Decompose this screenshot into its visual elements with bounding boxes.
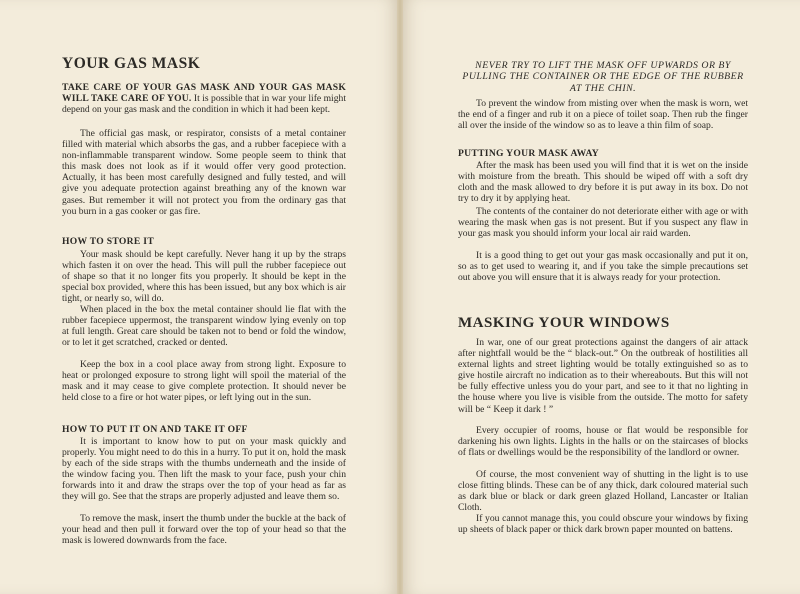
store-paragraph-3: Keep the box in a cool place away from strong light. Exposure to heat or prolonged exposure to strong light will spoil the material of the mask and it may cease to give complete protection. It should never be held close to a fire or hot water pipes, or left lying out in the sun. <box>62 359 346 404</box>
warning-notice: NEVER TRY TO LIFT THE MASK OFF UPWARDS OR BY PULLING THE CONTAINER OR THE EDGE OF THE RUBBER AT THE CHIN. <box>462 60 744 94</box>
intro-lead: TAKE CARE OF YOUR GAS MASK AND YOUR GAS MASK WILL TAKE CARE OF YOU. <box>62 82 346 105</box>
misting-paragraph: To prevent the window from misting over when the mask is worn, wet the end of a finger and rub it on a piece of toilet soap. Then rub the finger all over the inside of the window so as to leave a thin film of soap. <box>458 98 748 132</box>
gas-mask-title: YOUR GAS MASK <box>62 55 201 72</box>
put-on-paragraph-1: It is important to know how to put on your mask quickly and properly. You might need to do this in a hurry. To put it on, hold the mask by each of the side straps with the thumbs underneath and the inside of the window facing you. Then lift the mask to your face, push your chin forwards into it and draw the straps over the top of your head as far as they will go. See that the straps are properly adjusted and leave them so. <box>62 436 346 503</box>
put-on-paragraph-2: To remove the mask, insert the thumb under the buckle at the back of your head and then pull it forward over the top of your head so that the mask is lowered downwards from the face. <box>62 513 346 547</box>
windows-paragraph-4: If you cannot manage this, you could obscure your windows by fixing up sheets of black paper or thick dark brown paper mounted on battens. <box>458 513 748 536</box>
putting-away-heading: PUTTING YOUR MASK AWAY <box>458 148 600 159</box>
store-heading: HOW TO STORE IT <box>62 236 155 247</box>
store-paragraph-1: Your mask should be kept carefully. Never hang it up by the straps which fasten it on over the head. This will pull the rubber facepiece out of shape so that it no longer fits you properly. It should be kept in the special box provided, where this has been issued, but any box which is air tight, or nearly so, will do. <box>62 249 346 305</box>
windows-paragraph-3: Of course, the most convenient way of shutting in the light is to use close fitting blinds. These can be of any thick, dark coloured material such as dark blue or black or dark green glazed Holland, Lancaster or Italian Cloth. <box>458 469 748 514</box>
mask-description-paragraph: The official gas mask, or respirator, consists of a metal container filled with material which absorbs the gas, and a rubber facepiece with a non-inflammable transparent window. Some people seem to think that this mask does not look as if it would offer very good protection. Actually, it has been most carefully designed and fully tested, and will give you adequate protection against breathing any of the known war gases. But remember it will not protect you from the ordinary gas that you burn in a gas cooker or gas fire. <box>62 128 346 217</box>
intro-rest: It is possible that in war your life might depend on your gas mask and the condition in which it had been kept. <box>62 93 346 116</box>
windows-paragraph-1: In war, one of our great protections against the dangers of air attack after nightfall would be the “ black-out.” On the outbreak of hostilities all external lights and street lighting would be totally extinguished so as to give hostile aircraft no indication as to their whereabouts. But this will not be fully effective unless you do your part, and see to it that no lighting in the house where you live is visible from the outside. The motto for safety will be “ Keep it dark ! ” <box>458 337 748 415</box>
putting-away-paragraph-1: After the mask has been used you will find that it is wet on the inside with moisture from the breath. This should be wiped off with a soft dry cloth and the mask allowed to dry before it is put away in its box. Do not try to dry it by applying heat. <box>458 160 748 205</box>
putting-away-paragraph-2: The contents of the container do not deteriorate either with age or with wearing the mask when gas is not present. But if you suspect any flaw in your gas mask you should inform your local air raid warden. <box>458 206 748 240</box>
book-gutter <box>397 0 403 594</box>
intro-paragraph <box>62 82 346 115</box>
masking-windows-title: MASKING YOUR WINDOWS <box>458 315 670 331</box>
store-paragraph-2: When placed in the box the metal container should lie flat with the rubber facepiece uppermost, the transparent window lying evenly on top at full length. Great care should be taken not to bend or fold the window, or to let it get scratched, cracked or dented. <box>62 304 346 349</box>
windows-paragraph-2: Every occupier of rooms, house or flat would be responsible for darkening his own lights. Lights in the halls or on the staircases of blocks of flats or dwellings would be the responsibility of the landlord or owner. <box>458 425 748 459</box>
putting-away-paragraph-3: It is a good thing to get out your gas mask occasionally and put it on, so as to get used to wearing it, and if you take the simple precautions set out above you will ensure that it is always ready for your protection. <box>458 250 748 284</box>
put-on-heading: HOW TO PUT IT ON AND TAKE IT OFF <box>62 424 248 435</box>
